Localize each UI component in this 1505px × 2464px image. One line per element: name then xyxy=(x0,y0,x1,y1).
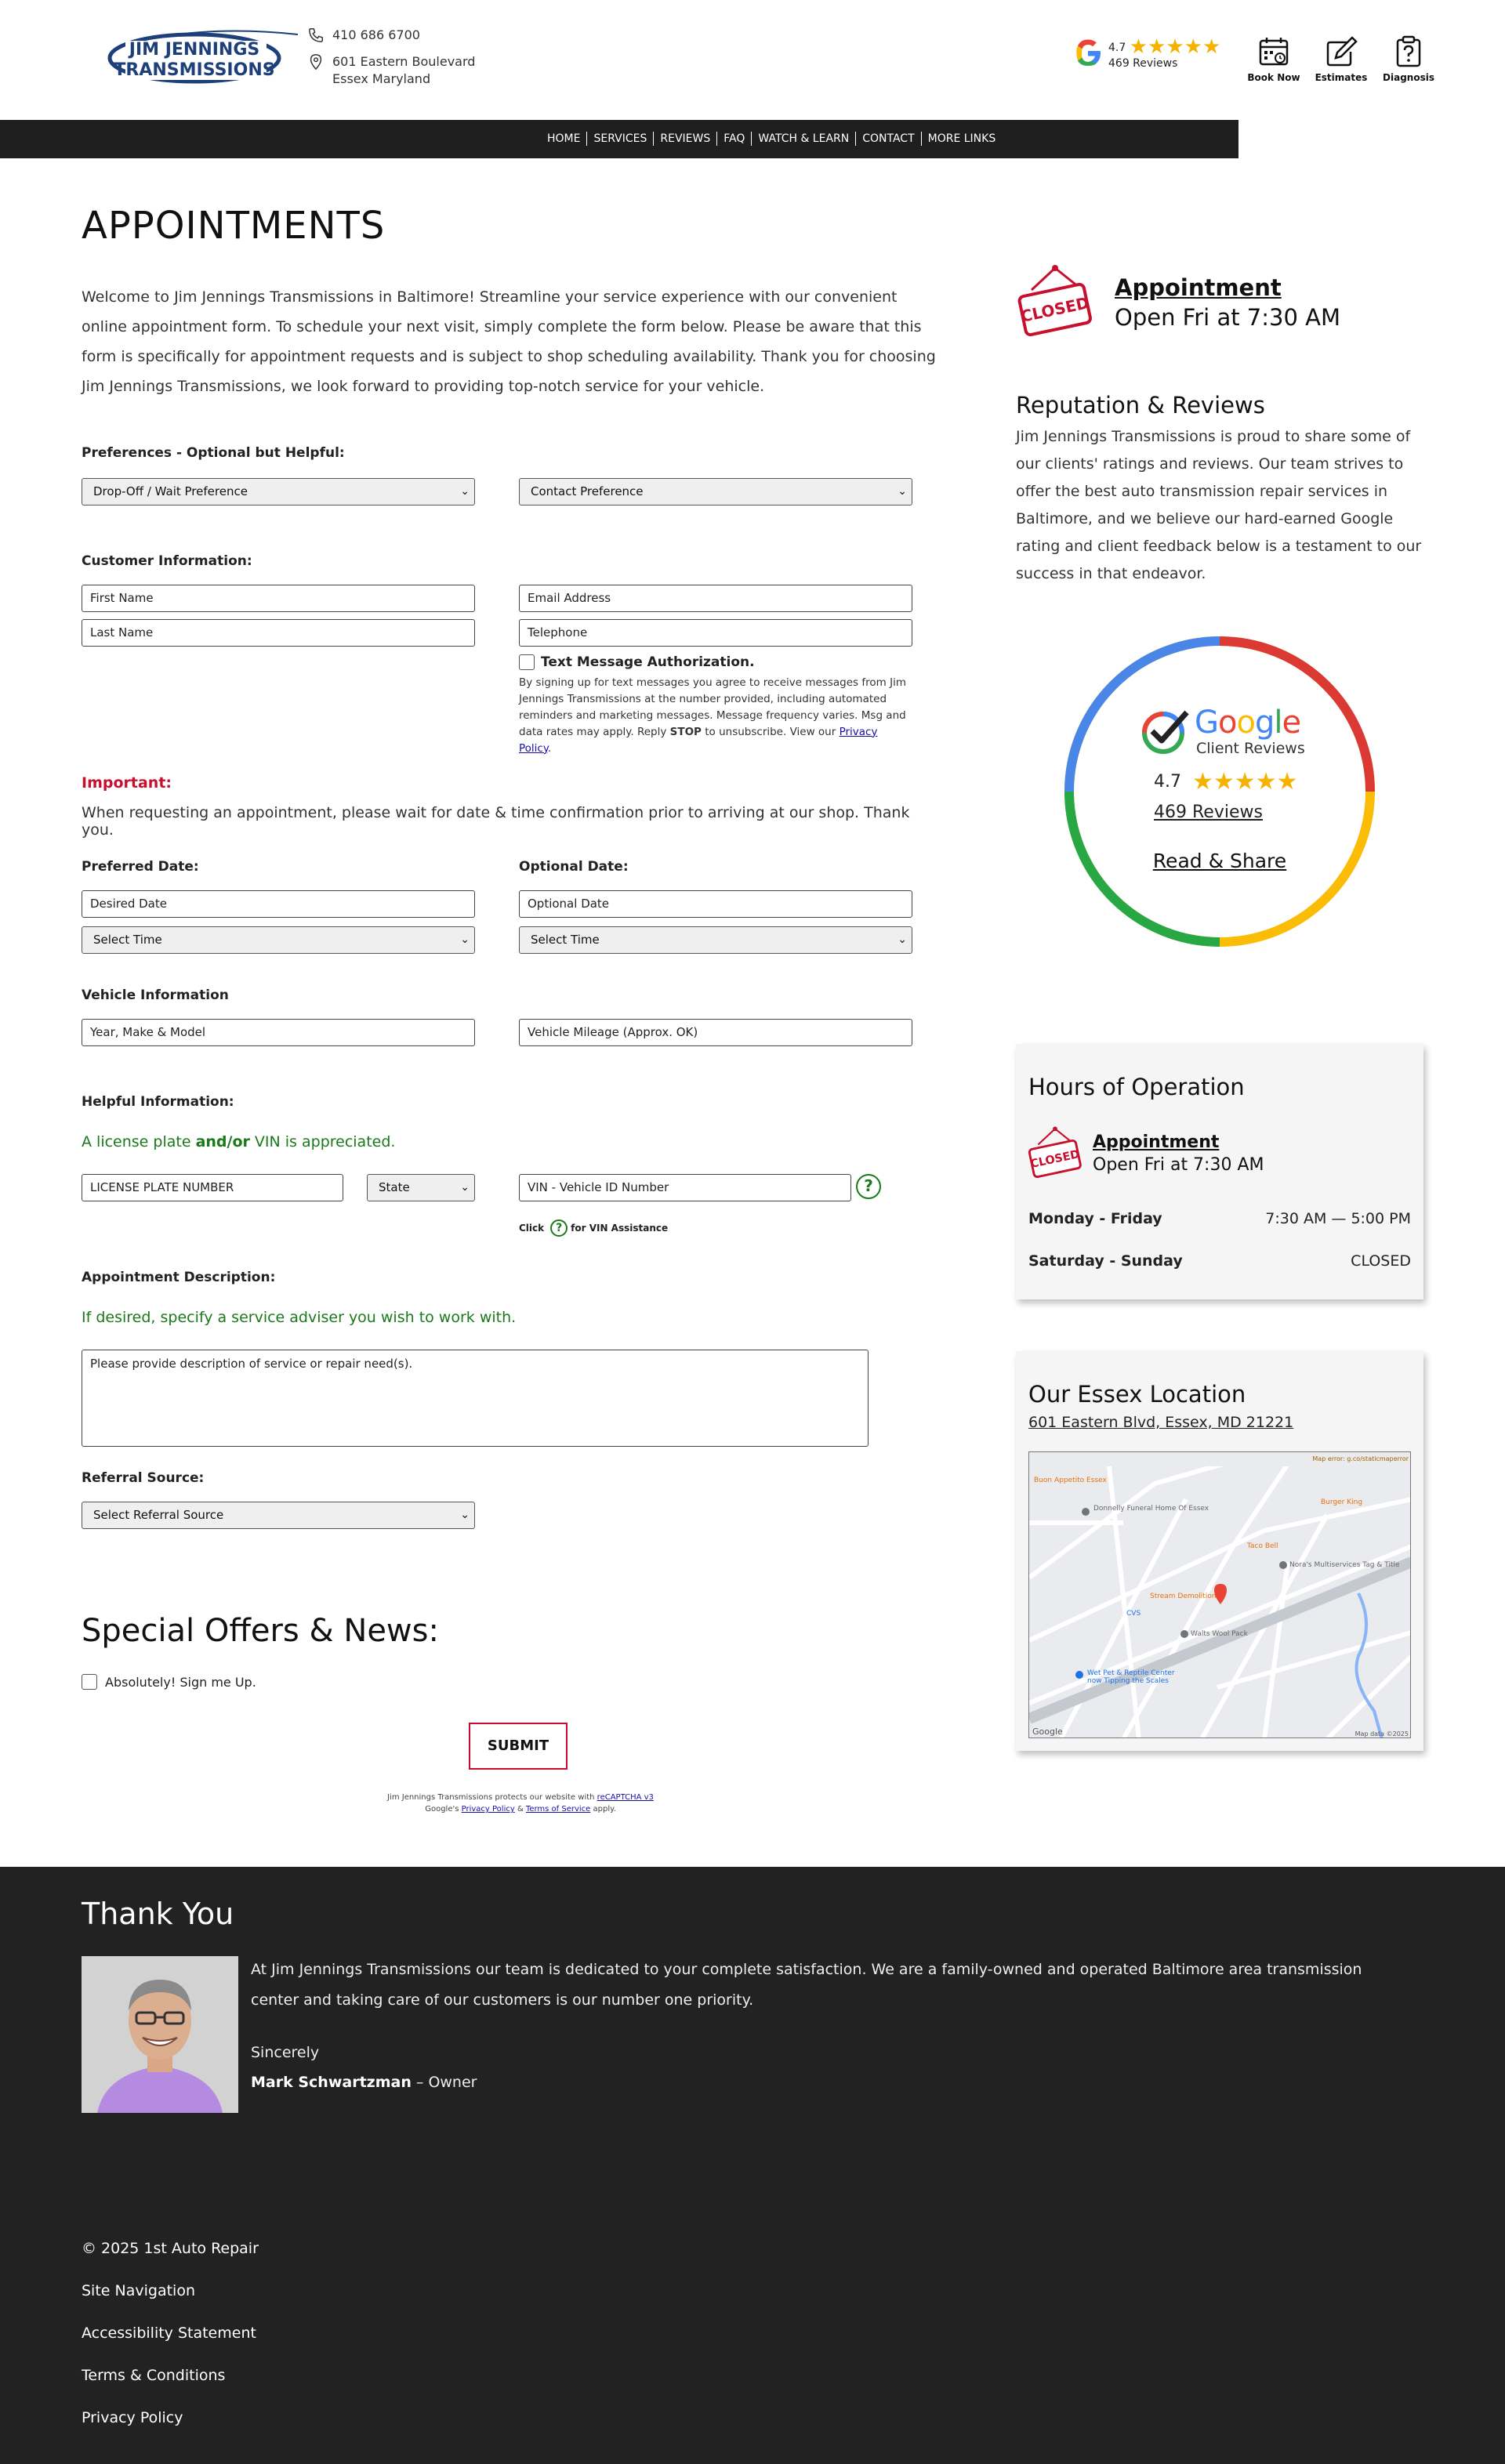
chevron-down-icon: ⌄ xyxy=(898,933,907,946)
dropoff-wait-select[interactable]: Drop-Off / Wait Preference ⌄ xyxy=(82,478,475,505)
sms-title: Text Message Authorization. xyxy=(541,654,755,670)
header-contact xyxy=(307,27,475,97)
phone-number[interactable]: 410 686 6700 xyxy=(332,27,420,42)
sms-authorization-checkbox[interactable] xyxy=(519,654,535,670)
sms-privacy-link[interactable]: Privacy Policy xyxy=(519,725,878,755)
phone-row[interactable] xyxy=(307,27,475,44)
email-input[interactable]: Email Address xyxy=(519,585,912,612)
address-row[interactable] xyxy=(307,53,475,88)
book-now-button[interactable] xyxy=(1246,34,1301,83)
address-line2[interactable]: Essex Maryland xyxy=(332,71,431,86)
preferred-time-select[interactable]: Select Time ⌄ xyxy=(82,926,475,954)
offers-signup-label: Absolutely! Sign me Up. xyxy=(105,1674,256,1690)
nav-faq[interactable]: FAQ xyxy=(717,132,752,146)
svg-text:CLOSED: CLOSED xyxy=(1019,293,1091,326)
footer-privacy[interactable]: Privacy Policy xyxy=(82,2409,183,2426)
optional-date-input[interactable]: Optional Date xyxy=(519,890,912,918)
helpful-info-note: A license plate and/or VIN is appreciated. xyxy=(82,1133,396,1150)
footer-copyright: © 2025 1st Auto Repair xyxy=(82,2240,259,2257)
vehicle-ymm-input[interactable]: Year, Make & Model xyxy=(82,1019,475,1046)
sidebar-open-status: Open Fri at 7:30 AM xyxy=(1115,304,1341,331)
clipboard-question-icon xyxy=(1391,34,1426,69)
sidebar-appointment-link[interactable]: Appointment xyxy=(1115,274,1282,301)
vin-assistance: Click ? for VIN Assistance xyxy=(519,1219,668,1237)
vin-help-icon[interactable]: ? xyxy=(856,1174,881,1199)
thank-you-text: At Jim Jennings Transmissions our team is dedicated to your complete satisfaction. We are a family-owned and operated Baltimore area transmission center and taking care of our customers is our number one priority. xyxy=(251,1961,1362,2009)
vin-assist-help-icon[interactable]: ? xyxy=(550,1219,568,1237)
recaptcha-link[interactable]: reCAPTCHA v3 xyxy=(597,1793,654,1802)
preferences-label: Preferences - Optional but Helpful: xyxy=(82,445,345,461)
vehicle-info-label: Vehicle Information xyxy=(82,987,229,1003)
first-name-input[interactable]: First Name xyxy=(82,585,475,612)
svg-text:Donnelly Funeral Home Of Essex: Donnelly Funeral Home Of Essex xyxy=(1093,1505,1209,1513)
footer-terms[interactable]: Terms & Conditions xyxy=(82,2367,226,2384)
svg-text:Stream Demolition: Stream Demolition xyxy=(1150,1593,1217,1600)
header-rating-value: 4.7 xyxy=(1108,41,1126,54)
site-footer xyxy=(0,1867,1505,2464)
svg-text:Nora's Multiservices Tag & Tit: Nora's Multiservices Tag & Title xyxy=(1289,1561,1400,1569)
preferred-date-label: Preferred Date: xyxy=(82,859,199,875)
svg-text:CVS: CVS xyxy=(1126,1610,1141,1618)
diagnosis-button[interactable] xyxy=(1381,34,1436,83)
estimates-label: Estimates xyxy=(1315,72,1368,83)
chevron-down-icon: ⌄ xyxy=(460,1181,470,1194)
sms-disclaimer: By signing up for text messages you agree to receive messages from Jim Jennings Transmissions at the number provided, including automated reminders and marketing messages. Message frequency varies. Msg and data rates may apply. Reply STOP to unsubscribe. View our Privacy Policy. xyxy=(519,676,906,755)
closed-sign-icon xyxy=(1016,263,1094,342)
edit-icon xyxy=(1324,34,1358,69)
location-map[interactable] xyxy=(1028,1451,1411,1738)
vin-input[interactable]: VIN - Vehicle ID Number xyxy=(519,1174,851,1201)
google-rating: 4.7 ★★★★★ xyxy=(1154,768,1298,795)
sms-authorization xyxy=(519,654,911,757)
svg-text:TRANSMISSIONS: TRANSMISSIONS xyxy=(114,60,275,80)
chevron-down-icon: ⌄ xyxy=(898,485,907,498)
main-navbar xyxy=(0,120,1238,158)
desired-date-input[interactable]: Desired Date xyxy=(82,890,475,918)
calendar-icon xyxy=(1257,34,1291,69)
nav-home[interactable]: HOME xyxy=(541,132,587,146)
sincerely-text: Sincerely xyxy=(251,2044,320,2061)
site-header xyxy=(0,0,1505,119)
nav-services[interactable]: SERVICES xyxy=(587,132,654,146)
company-logo[interactable] xyxy=(102,24,306,86)
svg-text:JIM JENNINGS: JIM JENNINGS xyxy=(129,40,260,60)
closed-sign-icon xyxy=(1027,1125,1083,1182)
intro-text: Welcome to Jim Jennings Transmissions in Baltimore! Streamline your service experience with our convenient online appointment form. To schedule your next visit, simply complete the form below. Please be aware that this form is specifically for appointment requests and is subject to shop scheduling availability. Thank you for choosing Jim Jennings Transmissions, we look forward to providing top-notch service for your vehicle. xyxy=(82,288,936,395)
adviser-note: If desired, specify a service adviser you wish to work with. xyxy=(82,1309,517,1326)
contact-preference-select[interactable]: Contact Preference ⌄ xyxy=(519,478,912,505)
svg-text:Taco Bell: Taco Bell xyxy=(1247,1542,1278,1550)
hours-title: Hours of Operation xyxy=(1028,1074,1245,1100)
description-textarea[interactable]: Please provide description of service or repair need(s). xyxy=(82,1350,869,1447)
client-reviews-label: Client Reviews xyxy=(1196,740,1305,757)
thank-you-title: Thank You xyxy=(82,1897,234,1931)
nav-contact[interactable]: CONTACT xyxy=(856,132,921,146)
svg-text:CLOSED: CLOSED xyxy=(1029,1148,1081,1171)
hours-appointment-link[interactable]: Appointment xyxy=(1093,1132,1220,1152)
hours-open-status: Open Fri at 7:30 AM xyxy=(1093,1155,1264,1175)
telephone-input[interactable]: Telephone xyxy=(519,619,912,647)
header-google-rating[interactable] xyxy=(1072,34,1221,72)
description-label: Appointment Description: xyxy=(82,1270,276,1285)
svg-text:Buon Appetito Essex: Buon Appetito Essex xyxy=(1034,1477,1107,1484)
google-reviews-badge[interactable] xyxy=(1063,635,1376,948)
svg-text:Burger King: Burger King xyxy=(1321,1498,1363,1506)
optional-time-select[interactable]: Select Time ⌄ xyxy=(519,926,912,954)
footer-links xyxy=(82,2240,259,2451)
state-select[interactable]: State ⌄ xyxy=(367,1174,475,1201)
hours-row: Monday - Friday 7:30 AM — 5:00 PM xyxy=(1028,1210,1411,1227)
diagnosis-label: Diagnosis xyxy=(1383,72,1434,83)
estimates-button[interactable] xyxy=(1314,34,1369,83)
reputation-text: Jim Jennings Transmissions is proud to share some of our clients' ratings and reviews. Our team strives to offer the best auto transmission repair services in Baltimore, and we believe our hard-earned Google rating and client feedback below is a testament to our success in that endeavor. xyxy=(1016,428,1422,582)
chevron-down-icon: ⌄ xyxy=(460,1509,470,1521)
read-share-link[interactable]: Read & Share xyxy=(1152,850,1287,872)
google-privacy-link[interactable]: Privacy Policy xyxy=(461,1805,515,1814)
address-line1[interactable]: 601 Eastern Boulevard xyxy=(332,54,476,69)
svg-text:Map data ©2025: Map data ©2025 xyxy=(1354,1730,1409,1737)
location-address-link[interactable]: 601 Eastern Blvd, Essex, MD 21221 xyxy=(1028,1414,1294,1431)
owner-photo xyxy=(82,1956,238,2113)
helpful-info-label: Helpful Information: xyxy=(82,1094,234,1110)
important-text: When requesting an appointment, please wait for date & time confirmation prior to arriving at our shop. Thank you. xyxy=(82,804,910,839)
last-name-input[interactable]: Last Name xyxy=(82,619,475,647)
chevron-down-icon: ⌄ xyxy=(460,485,470,498)
hours-card xyxy=(1016,1044,1423,1299)
header-quick-actions xyxy=(1246,34,1436,83)
license-plate-input[interactable]: LICENSE PLATE NUMBER xyxy=(82,1174,343,1201)
google-terms-link[interactable]: Terms of Service xyxy=(525,1805,591,1814)
location-pin-icon xyxy=(307,53,325,71)
svg-text:now Tipping the Scales: now Tipping the Scales xyxy=(1087,1677,1169,1685)
recaptcha-notice: Jim Jennings Transmissions protects our website with reCAPTCHA v3 Google's Privacy Policy & Terms of Service apply. xyxy=(387,1793,654,1814)
phone-icon xyxy=(307,27,325,44)
nav-watch-learn[interactable]: WATCH & LEARN xyxy=(752,132,856,146)
book-now-label: Book Now xyxy=(1247,72,1300,83)
svg-text:Map error: g.co/staticmaperror: Map error: g.co/staticmaperror xyxy=(1312,1455,1409,1462)
sidebar-appointment xyxy=(1016,263,1340,342)
location-card xyxy=(1016,1351,1423,1751)
referral-source-select[interactable]: Select Referral Source ⌄ xyxy=(82,1502,475,1529)
appointment-form xyxy=(82,196,944,1814)
footer-site-navigation[interactable]: Site Navigation xyxy=(82,2282,195,2299)
referral-label: Referral Source: xyxy=(82,1470,205,1486)
optional-date-label: Optional Date: xyxy=(519,859,629,875)
header-rating-reviews: 469 Reviews xyxy=(1108,56,1178,70)
important-label: Important: xyxy=(82,774,172,792)
location-title: Our Essex Location xyxy=(1028,1381,1246,1408)
reputation-title: Reputation & Reviews xyxy=(1016,392,1265,419)
page-title: APPOINTMENTS xyxy=(82,204,386,248)
vehicle-mileage-input[interactable]: Vehicle Mileage (Approx. OK) xyxy=(519,1019,912,1046)
google-g-icon xyxy=(1072,38,1104,72)
hours-appointment xyxy=(1027,1125,1264,1182)
submit-button[interactable]: SUBMIT xyxy=(469,1723,568,1770)
google-wordmark: Google xyxy=(1195,705,1301,741)
nav-reviews[interactable]: REVIEWS xyxy=(654,132,717,146)
nav-more-links[interactable]: MORE LINKS xyxy=(927,132,996,145)
offers-signup[interactable] xyxy=(82,1674,256,1690)
owner-signature: Mark Schwartzman – Owner xyxy=(251,2074,477,2091)
chevron-down-icon: ⌄ xyxy=(460,933,470,946)
customer-info-label: Customer Information: xyxy=(82,553,252,569)
header-rating-stars: ★★★★★ xyxy=(1129,34,1221,59)
checkmark-circle-icon xyxy=(1140,706,1190,756)
svg-text:Walts Wool Pack: Walts Wool Pack xyxy=(1191,1630,1248,1638)
hours-row: Saturday - Sunday CLOSED xyxy=(1028,1252,1411,1270)
svg-text:Wet Pet & Reptile Center: Wet Pet & Reptile Center xyxy=(1087,1669,1175,1677)
svg-text:Google: Google xyxy=(1032,1727,1063,1737)
rating-stars-icon: ★★★★★ xyxy=(1192,768,1298,795)
google-client-reviews-logo xyxy=(1140,705,1305,757)
offers-title: Special Offers & News: xyxy=(82,1613,439,1649)
google-reviews-count[interactable]: 469 Reviews xyxy=(1154,803,1263,822)
footer-accessibility[interactable]: Accessibility Statement xyxy=(82,2324,256,2342)
offers-signup-checkbox[interactable] xyxy=(82,1674,97,1690)
